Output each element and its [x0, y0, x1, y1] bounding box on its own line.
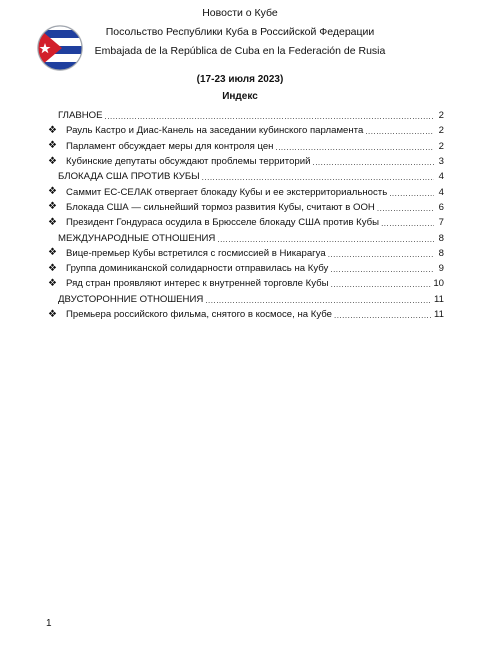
toc-dot-leader: [381, 219, 434, 228]
toc-entry-page: 6: [438, 201, 444, 213]
toc-entry-title: Группа доминиканской солидарности отправилась на Кубу: [66, 263, 329, 275]
diamond-bullet-icon: ❖: [48, 155, 57, 167]
toc-item-entry[interactable]: [48, 200, 444, 215]
toc-entry-page: 3: [438, 156, 444, 168]
index-title: Индекс: [222, 91, 258, 102]
toc-entry-title: Вице-премьер Кубы встретился с госмиссией в Никарагуа: [66, 247, 326, 259]
toc-dot-leader: [334, 311, 432, 320]
diamond-bullet-icon: ❖: [48, 140, 57, 152]
toc-entry-page: 7: [438, 217, 444, 229]
diamond-bullet-icon: ❖: [48, 262, 57, 274]
toc-section-entry[interactable]: [48, 230, 444, 245]
diamond-bullet-icon: ❖: [48, 124, 57, 136]
toc-item-entry[interactable]: [48, 139, 444, 154]
toc-entry-title: Блокада США — сильнейший тормоз развития Кубы, считают в ООН: [66, 201, 375, 213]
toc-entry-page: 2: [438, 110, 444, 122]
toc-entry-title: ДВУСТОРОННИЕ ОТНОШЕНИЯ: [58, 293, 204, 305]
toc-entry-title: Ряд стран проявляют интерес к внутренней торговле Кубы: [66, 278, 329, 290]
toc-dot-leader: [377, 204, 434, 213]
toc-dot-leader: [330, 265, 434, 274]
toc-entry-title: Кубинские депутаты обсуждают проблемы территорий: [66, 156, 311, 168]
toc-entry-title: Рауль Кастро и Диас-Канель на заседании кубинского парламента: [66, 125, 364, 137]
diamond-bullet-icon: ❖: [48, 216, 57, 228]
toc-entry-page: 10: [433, 278, 444, 290]
toc-entry-page: 4: [438, 171, 444, 183]
header-line-3: Embajada de la República de Cuba en la Federación de Rusia: [94, 45, 386, 57]
toc-item-entry[interactable]: [48, 184, 444, 199]
toc-dot-leader: [328, 250, 434, 259]
toc-item-entry[interactable]: [48, 246, 444, 261]
toc-dot-leader: [105, 112, 434, 121]
toc-entry-page: 11: [434, 309, 444, 320]
toc-entry-page: 9: [438, 263, 444, 275]
toc-entry-title: ГЛАВНОЕ: [58, 110, 103, 122]
toc-entry-page: 8: [438, 247, 444, 259]
toc-item-entry[interactable]: [48, 215, 444, 230]
toc-entry-page: 8: [438, 232, 444, 244]
toc-item-entry[interactable]: [48, 154, 444, 169]
toc-dot-leader: [312, 158, 434, 167]
toc-dot-leader: [389, 189, 434, 198]
toc-section-entry[interactable]: [48, 108, 444, 123]
toc-item-entry[interactable]: [48, 123, 444, 138]
header-line-2: Посольство Республики Куба в Российской Федерации: [105, 26, 375, 38]
table-of-contents: [48, 108, 444, 322]
toc-entry-page: 2: [438, 125, 444, 137]
diamond-bullet-icon: ❖: [48, 186, 57, 198]
toc-dot-leader: [365, 127, 434, 136]
toc-entry-page: 2: [438, 140, 444, 152]
toc-entry-title: Президент Гондураса осудила в Брюсселе блокаду США против Кубы: [66, 217, 380, 229]
toc-item-entry[interactable]: [48, 261, 444, 276]
toc-entry-page: 11: [434, 293, 444, 305]
toc-dot-leader: [205, 296, 432, 305]
toc-dot-leader: [217, 235, 434, 244]
diamond-bullet-icon: ❖: [48, 277, 57, 289]
date-range: (17-23 июля 2023): [196, 74, 284, 85]
toc-section-entry[interactable]: [48, 292, 444, 307]
toc-entry-title: МЕЖДУНАРОДНЫЕ ОТНОШЕНИЯ: [58, 232, 216, 244]
diamond-bullet-icon: ❖: [48, 201, 57, 213]
toc-entry-title: Саммит ЕС-СЕЛАК отвергает блокаду Кубы и ее экстерриториальность: [66, 186, 388, 198]
toc-entry-title: БЛОКАДА США ПРОТИВ КУБЫ: [58, 171, 200, 183]
toc-item-entry[interactable]: [48, 307, 444, 322]
diamond-bullet-icon: ❖: [48, 308, 57, 320]
header-line-1: Новости о Кубе: [202, 7, 278, 19]
toc-item-entry[interactable]: [48, 276, 444, 291]
toc-entry-title: Премьера российского фильма, снятого в космосе, на Кубе: [66, 309, 332, 320]
diamond-bullet-icon: ❖: [48, 247, 57, 259]
toc-dot-leader: [331, 280, 432, 289]
toc-entry-title: Парламент обсуждает меры для контроля цен: [66, 140, 274, 152]
toc-dot-leader: [275, 143, 434, 152]
toc-section-entry[interactable]: [48, 169, 444, 184]
page-number: 1: [46, 618, 52, 629]
toc-dot-leader: [202, 173, 434, 182]
toc-entry-page: 4: [438, 186, 444, 198]
